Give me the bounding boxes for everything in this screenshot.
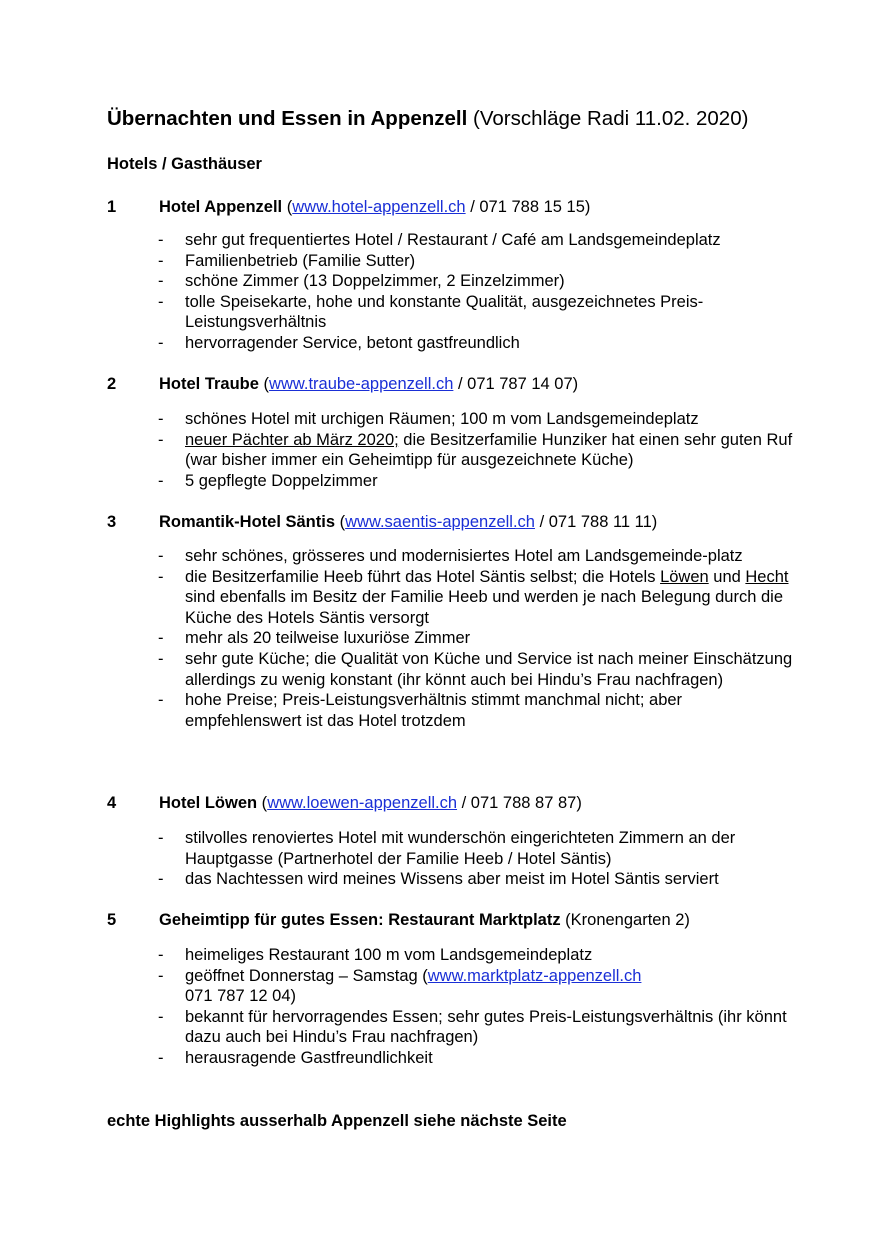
list-item: - geöffnet Donnerstag – Samstag (www.marktplatz-appenzell.ch 071 787 12 04) — [158, 966, 642, 1006]
list-item-text: stilvolles renoviertes Hotel mit wunderschön eingerichteten Zimmern an der Hauptgasse (Partnerhotel der Familie Heeb / Hotel Säntis) — [185, 829, 736, 868]
list-item-text: sehr gut frequentiertes Hotel / Restaurant / Café am Landsgemeindeplatz — [185, 231, 721, 249]
list-item-text: sehr gute Küche; die Qualität von Küche und Service ist nach meiner Einschätzung allerdings zu wenig konstant (ihr könnt auch bei Hindu’s Frau nachfragen) — [185, 649, 793, 689]
list-item: - hohe Preise; Preis-Leistungsverhältnis stimmt manchmal nicht; aber empfehlenswert ist das Hotel trotzdem — [158, 691, 683, 730]
entry-open: ( — [257, 794, 268, 812]
entry-number: 3 — [107, 513, 117, 531]
list-item: - herausragende Gastfreundlichkeit — [158, 1048, 433, 1067]
entry-phone: / 071 788 15 15) — [465, 198, 591, 216]
list-item-underlined: neuer Pächter ab März 2020; — [185, 430, 399, 449]
website-link[interactable]: www.marktplatz-appenzell.ch — [427, 966, 642, 985]
title-main: Übernachten und Essen in Appenzell — [107, 107, 468, 130]
entry-number: 4 — [107, 794, 117, 812]
list-item: - die Besitzerfamilie Heeb führt das Hotel Säntis selbst; die Hotels Löwen und Hecht sind ebenfalls im Besitz der Familie Heeb und werden je nach Belegung durch die Küche des Hotels Säntis versorgt — [158, 567, 789, 627]
entry-title — [159, 910, 690, 931]
entry-4-bullets — [158, 828, 798, 890]
entry-3-bullets — [158, 546, 798, 731]
list-item-text: herausragende Gastfreundlichkeit — [185, 1048, 433, 1067]
entry-title — [159, 512, 657, 533]
list-item: - Familienbetrieb (Familie Sutter) — [158, 251, 416, 270]
title-subtitle: (Vorschläge Radi 11.02. 2020) — [473, 107, 749, 130]
list-item: - das Nachtessen wird meines Wissens aber meist im Hotel Säntis serviert — [158, 870, 719, 889]
list-item: - schönes Hotel mit urchigen Räumen; 100 m vom Landsgemeindeplatz — [158, 410, 699, 428]
list-item: - schöne Zimmer (13 Doppelzimmer, 2 Einzelzimmer) — [158, 272, 565, 291]
list-item-text: hervorragender Service, betont gastfreundlich — [185, 333, 520, 352]
entry-phone: / 071 788 87 87) — [457, 794, 582, 812]
list-item-text: mehr als 20 teilweise luxuriöse Zimmer — [185, 629, 471, 648]
section-heading: Hotels / Gasthäuser — [107, 155, 262, 173]
list-item-text: das Nachtessen wird meines Wissens aber meist im Hotel Säntis serviert — [185, 870, 719, 889]
list-item-text: schöne Zimmer (13 Doppelzimmer, 2 Einzelzimmer) — [185, 272, 565, 291]
list-item-text: geöffnet Donnerstag – Samstag ( — [185, 966, 428, 985]
entry-title — [159, 793, 582, 814]
list-item: - hervorragender Service, betont gastfreundlich — [158, 333, 520, 352]
list-item-text: sind ebenfalls im Besitz der Familie Heeb und werden je nach Belegung durch die Küche des Hotels Säntis versorgt — [185, 588, 784, 627]
entry-phone: / 071 787 14 07) — [453, 375, 579, 393]
website-link[interactable]: www.hotel-appenzell.ch — [292, 198, 466, 216]
entry-2-bullets — [158, 409, 798, 491]
list-item-text: schönes Hotel mit urchigen Räumen; 100 m vom Landsgemeindeplatz — [185, 410, 699, 428]
list-item-text: die Besitzerfamilie Hunziker hat einen sehr guten Ruf (war bisher immer ein Geheimtipp für ausgezeichnete Küche) — [185, 430, 793, 470]
entry-name: Geheimtipp für gutes Essen: Restaurant Marktplatz — [159, 911, 561, 929]
entry-number: 5 — [107, 911, 117, 929]
entry-open: ( — [258, 375, 270, 393]
entry-name: Hotel Traube — [159, 375, 259, 393]
list-item-text: die Besitzerfamilie Heeb führt das Hotel Säntis selbst; die Hotels — [185, 567, 661, 586]
list-item: - sehr gut frequentiertes Hotel / Restaurant / Café am Landsgemeindeplatz — [158, 231, 721, 249]
entry-open: ( — [335, 513, 346, 531]
entry-phone: / 071 788 11 11) — [534, 513, 658, 531]
entry-5-bullets — [158, 945, 798, 1069]
footer-note: echte Highlights ausserhalb Appenzell siehe nächste Seite — [107, 1112, 567, 1130]
list-item-text: 071 787 12 04) — [185, 987, 297, 1006]
entry-number: 1 — [107, 198, 117, 216]
list-item-text: sehr schönes, grösseres und modernisiertes Hotel am Landsgemeinde-platz — [185, 547, 743, 565]
list-item-text: 5 gepflegte Doppelzimmer — [185, 471, 378, 490]
list-item-underlined: Löwen — [660, 567, 709, 586]
entry-title — [159, 374, 578, 395]
website-link[interactable]: www.traube-appenzell.ch — [269, 375, 454, 393]
list-item-text: bekannt für hervorragendes Essen; sehr gutes Preis-Leistungsverhältnis (ihr könnt dazu auch bei Hindu’s Frau nachfragen) — [185, 1007, 787, 1047]
list-item: - sehr gute Küche; die Qualität von Küche und Service ist nach meiner Einschätzung allerdings zu wenig konstant (ihr könnt auch bei Hindu’s Frau nachfragen) — [158, 649, 793, 689]
entry-name: Hotel Appenzell — [159, 198, 283, 216]
entry-title — [159, 197, 590, 218]
list-item: - mehr als 20 teilweise luxuriöse Zimmer — [158, 629, 471, 648]
website-link[interactable]: www.saentis-appenzell.ch — [345, 513, 535, 531]
entry-address: (Kronengarten 2) — [560, 911, 690, 929]
list-item-text: tolle Speisekarte, hohe und konstante Qualität, ausgezeichnetes Preis-Leistungsverhältnis — [185, 292, 704, 332]
website-link[interactable]: www.loewen-appenzell.ch — [267, 794, 458, 812]
list-item-text: heimeliges Restaurant 100 m vom Landsgemeindeplatz — [185, 946, 593, 964]
list-item: - stilvolles renoviertes Hotel mit wunderschön eingerichteten Zimmern an der Hauptgasse (Partnerhotel der Familie Heeb / Hotel Säntis) — [158, 829, 736, 868]
list-item-underlined: Hecht — [745, 567, 789, 586]
list-item: - tolle Speisekarte, hohe und konstante Qualität, ausgezeichnetes Preis-Leistungsverhältnis — [158, 292, 704, 332]
list-item: - neuer Pächter ab März 2020; die Besitzerfamilie Hunziker hat einen sehr guten Ruf (war bisher immer ein Geheimtipp für ausgezeichnete Küche) — [158, 430, 793, 470]
list-item: - bekannt für hervorragendes Essen; sehr gutes Preis-Leistungsverhältnis (ihr könnt dazu auch bei Hindu’s Frau nachfragen) — [158, 1007, 787, 1047]
list-item-text: Familienbetrieb (Familie Sutter) — [185, 251, 416, 270]
entry-number: 2 — [107, 375, 117, 393]
list-item-text: hohe Preise; Preis-Leistungsverhältnis stimmt manchmal nicht; aber empfehlenswert ist das Hotel trotzdem — [185, 691, 683, 730]
entry-1-bullets — [158, 230, 798, 354]
entry-name: Romantik-Hotel Säntis — [159, 513, 336, 531]
page-title — [107, 106, 748, 132]
list-item: - heimeliges Restaurant 100 m vom Landsgemeindeplatz — [158, 946, 593, 964]
list-item: - 5 gepflegte Doppelzimmer — [158, 471, 378, 490]
entry-name: Hotel Löwen — [159, 794, 258, 812]
entry-open: ( — [282, 198, 293, 216]
list-item: - sehr schönes, grösseres und modernisiertes Hotel am Landsgemeinde-platz — [158, 547, 743, 565]
list-item-text: und — [708, 567, 746, 586]
